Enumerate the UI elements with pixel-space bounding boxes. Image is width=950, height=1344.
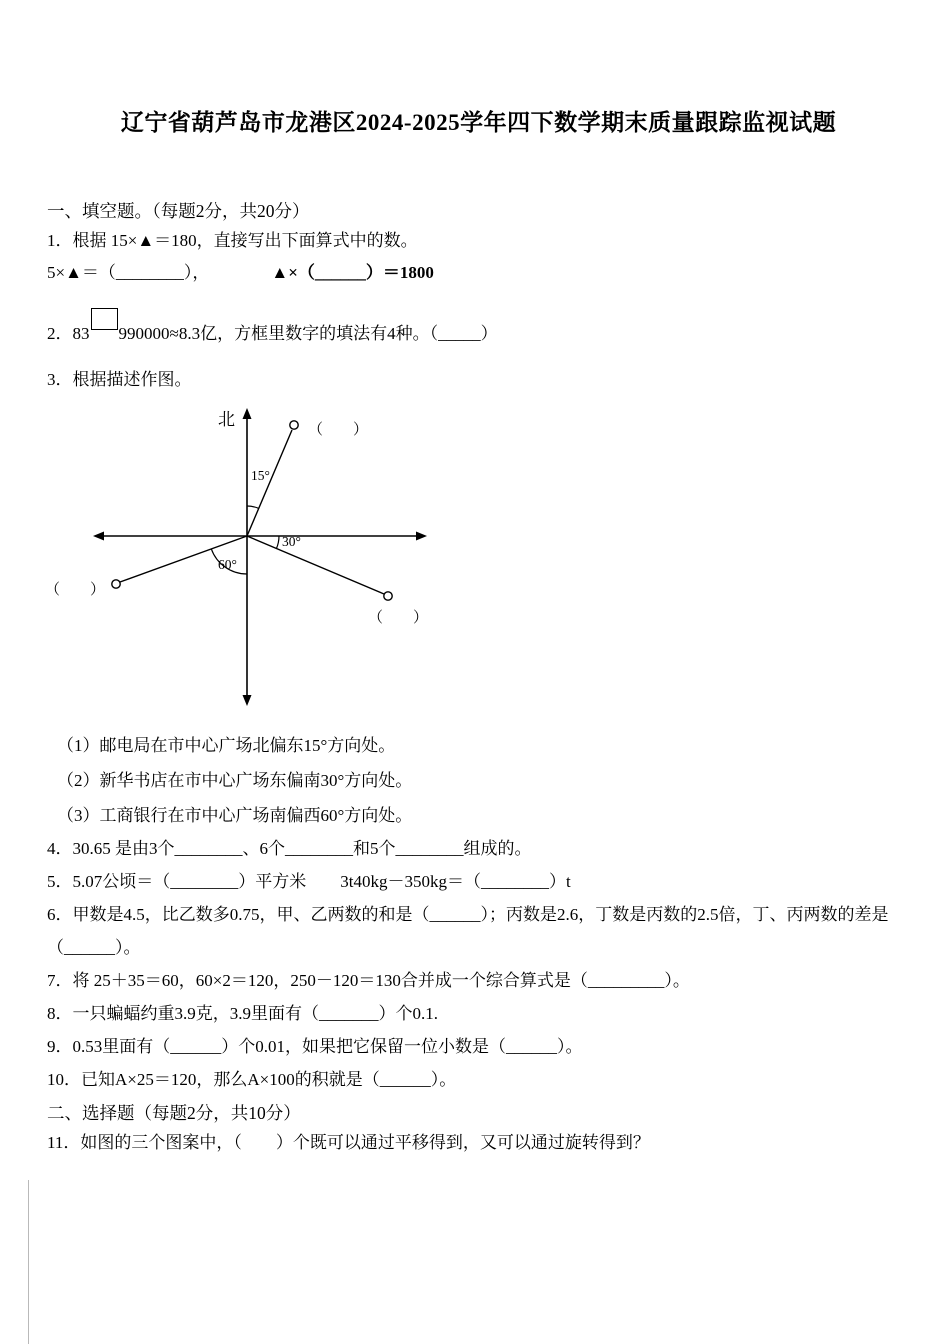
ne-angle-arc xyxy=(247,506,259,508)
question-8: 8．一只蝙蝠约重3.9克，3.9里面有（_______）个0.1. xyxy=(47,1004,438,1023)
se-paren-label: （ ） xyxy=(368,610,429,626)
question-5: 5．5.07公顷＝（________）平方米 3t40kg－350kg＝（________）t xyxy=(47,872,571,891)
sw-angle-label: 60° xyxy=(218,557,237,572)
question-3-sub2: （2）新华书店在市中心广场东偏南30°方向处。 xyxy=(57,771,413,790)
ne-point xyxy=(290,421,298,429)
west-arrowhead xyxy=(93,532,104,541)
question-3-sub3: （3）工商银行在市中心广场南偏西60°方向处。 xyxy=(57,806,413,825)
direction-diagram xyxy=(42,403,472,715)
ne-paren-label: （ ） xyxy=(308,422,369,438)
ne-angle-label: 15° xyxy=(251,468,270,483)
question-3-sub1: （1）邮电局在市中心广场北偏东15°方向处。 xyxy=(57,736,396,755)
question-1: 1．根据 15×▲＝180，直接写出下面算式中的数。 xyxy=(47,231,418,250)
question-2 xyxy=(47,308,910,345)
north-label: 北 xyxy=(218,410,235,429)
se-angle-arc xyxy=(276,536,279,549)
se-angle-label: 30° xyxy=(282,534,301,549)
digit-box xyxy=(91,308,118,330)
question-2-prefix: 2．83 xyxy=(47,324,90,343)
question-4: 4．30.65 是由3个________、6个________和5个________组成的。 xyxy=(47,839,532,858)
sw-paren-label: （ ） xyxy=(45,582,106,598)
question-6-line2: （______）。 xyxy=(47,938,141,957)
se-ray xyxy=(247,536,384,594)
east-arrowhead xyxy=(416,532,427,541)
se-point xyxy=(384,592,392,600)
page-margin-line xyxy=(28,1180,29,1344)
equation-left: 5×▲＝（________）， xyxy=(47,263,210,282)
question-2-suffix: 990000≈8.3亿，方框里数字的填法有4种。（_____） xyxy=(118,324,498,343)
sw-point xyxy=(112,580,120,588)
page-title: 辽宁省葫芦岛市龙港区2024-2025学年四下数学期末质量跟踪监视试题 xyxy=(120,110,837,135)
section1-heading: 一、填空题。（每题2分，共20分） xyxy=(47,201,310,221)
question-10: 10．已知A×25＝120，那么A×100的积就是（______）。 xyxy=(47,1070,457,1089)
ne-ray xyxy=(247,430,292,536)
north-arrowhead xyxy=(243,408,252,419)
section2-heading: 二、选择题（每题2分，共10分） xyxy=(47,1103,301,1123)
question-3: 3．根据描述作图。 xyxy=(47,370,192,389)
question-11: 11．如图的三个图案中，（ ）个既可以通过平移得到，又可以通过旋转得到？ xyxy=(47,1133,650,1152)
question-7: 7．将 25＋35＝60，60×2＝120，250－120＝130合并成一个综合算式是（_________）。 xyxy=(47,971,690,990)
question-6-line1: 6．甲数是4.5，比乙数多0.75，甲、乙两数的和是（______）；丙数是2.6，丁数是丙数的2.5倍，丁、丙两数的差是 xyxy=(47,905,889,924)
south-arrowhead xyxy=(243,695,252,706)
question-9: 9．0.53里面有（______）个0.01，如果把它保留一位小数是（______）。 xyxy=(47,1037,583,1056)
equation-right: ▲×（______）＝1800 xyxy=(271,263,434,282)
question-1-equation xyxy=(47,262,910,284)
